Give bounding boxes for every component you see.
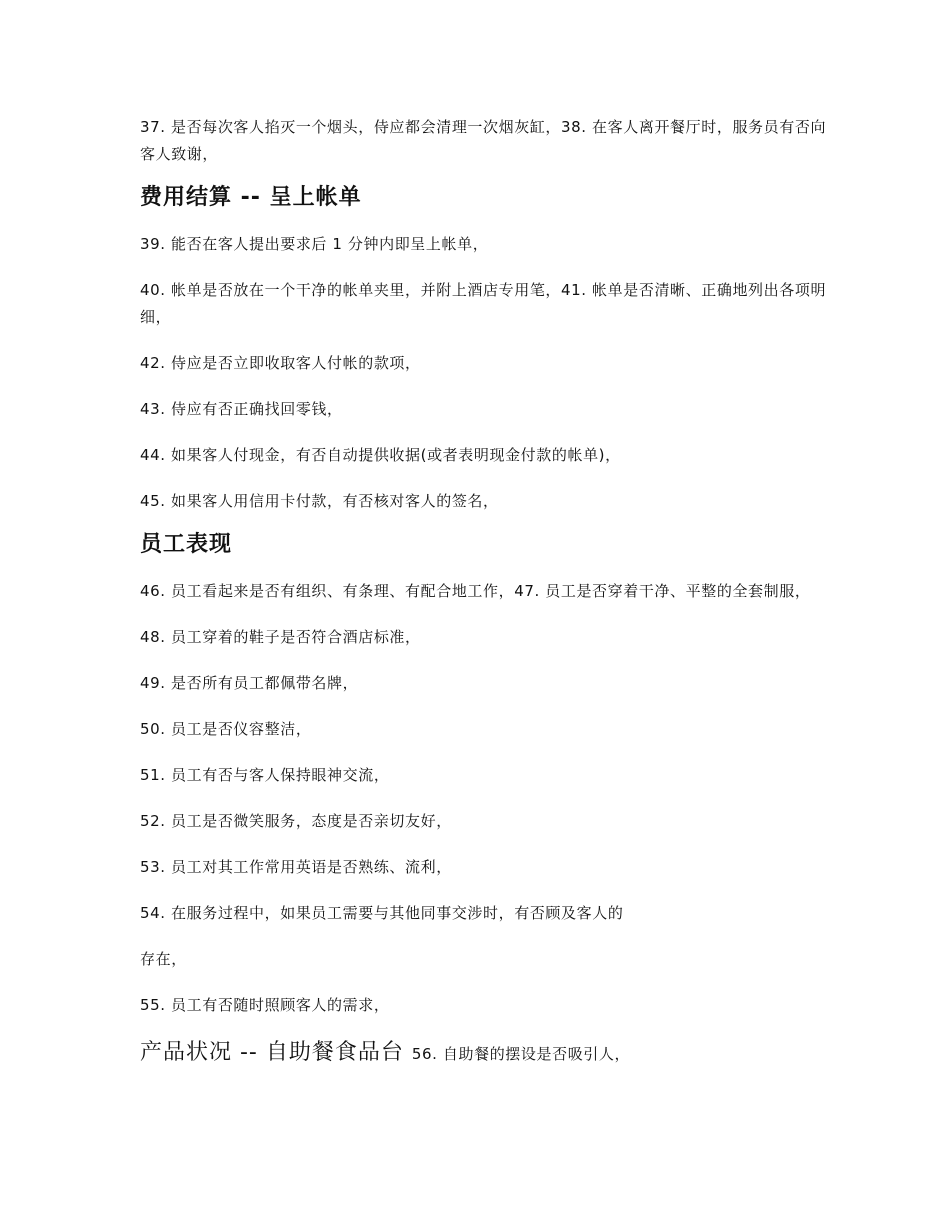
item-43: 43. 侍应有否正确找回零钱， <box>140 400 343 418</box>
item-54-continued: 存在， <box>140 950 187 968</box>
item-37-38: 37. 是否每次客人掐灭一个烟头，侍应都会清理一次烟灰缸，38. 在客人离开餐厅时，服务员有否向客人致谢， <box>140 118 827 163</box>
document-page <box>140 114 830 1088</box>
item-54: 54. 在服务过程中，如果员工需要与其他同事交涉时，有否顾及客人的 <box>140 904 624 922</box>
item-52: 52. 员工是否微笑服务，态度是否亲切友好， <box>140 812 452 830</box>
section-heading-billing: 费用结算 -- 呈上帐单 <box>140 185 362 210</box>
item-49: 49. 是否所有员工都佩带名牌， <box>140 674 359 692</box>
item-48: 48. 员工穿着的鞋子是否符合酒店标准， <box>140 628 421 646</box>
item-45: 45. 如果客人用信用卡付款，有否核对客人的签名， <box>140 492 499 510</box>
item-44: 44. 如果客人付现金，有否自动提供收据(或者表明现金付款的帐单)， <box>140 446 621 464</box>
item-39: 39. 能否在客人提出要求后 1 分钟内即呈上帐单， <box>140 235 489 253</box>
item-50: 50. 员工是否仪容整洁， <box>140 720 312 738</box>
item-51: 51. 员工有否与客人保持眼神交流， <box>140 766 390 784</box>
section-product-line <box>140 1038 830 1069</box>
item-40-41: 40. 帐单是否放在一个干净的帐单夹里，并附上酒店专用笔，41. 帐单是否清晰、正确地列出各项明细， <box>140 281 827 326</box>
item-53: 53. 员工对其工作常用英语是否熟练、流利， <box>140 858 452 876</box>
item-42: 42. 侍应是否立即收取客人付帐的款项， <box>140 354 421 372</box>
section-heading-staff: 员工表现 <box>140 532 233 557</box>
item-55: 55. 员工有否随时照顾客人的需求， <box>140 996 390 1014</box>
item-56: 56. 自助餐的摆设是否吸引人， <box>411 1045 631 1063</box>
section-heading-buffet: 产品状况 -- 自助餐食品台 <box>140 1040 404 1065</box>
item-46-47: 46. 员工看起来是否有组织、有条理、有配合地工作，47. 员工是否穿着干净、平整的全套制服， <box>140 582 811 600</box>
